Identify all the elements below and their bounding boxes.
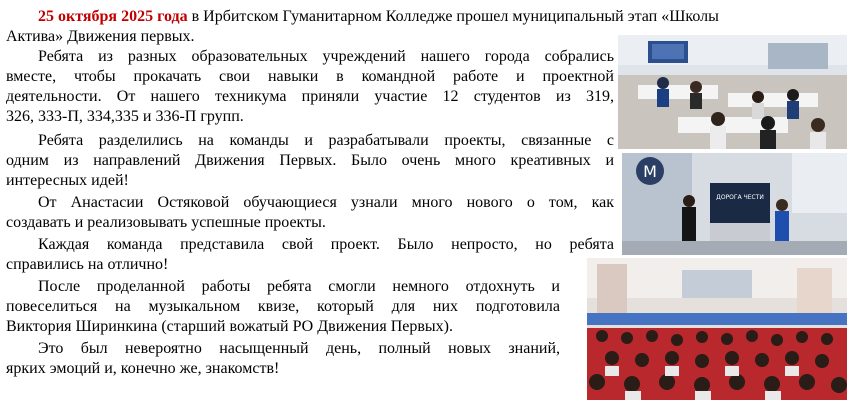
article-line-4: вместе, чтобы прокачать свои навыки в командной работе и проектной xyxy=(6,68,614,85)
article-line-3: Ребята из разных образовательных учреждений нашего города собрались xyxy=(38,48,614,65)
svg-text:M: M xyxy=(643,162,657,181)
article-line-13: справились на отлично! xyxy=(6,256,169,273)
article-line-10: От Анастасии Остяковой обучающиеся узнали много нового о том, как xyxy=(38,194,614,211)
article-line-12: Каждая команда представила свой проект. Было непросто, но ребята xyxy=(38,236,614,253)
article-line-11: создавать и реализовывать успешные проекты. xyxy=(6,214,326,231)
article-line-6: 326, 333-П, 334,335 и 336-П групп. xyxy=(6,108,244,125)
screen-caption: ДОРОГА ЧЕСТИ xyxy=(716,194,764,201)
article-line-14: После проделанной работы ребята смогли немного отдохнуть и xyxy=(38,278,560,295)
article-line-9: интересных идей! xyxy=(6,172,129,189)
article-line-1 xyxy=(38,7,719,27)
photo-classroom xyxy=(618,35,847,149)
article-line-2: Актива» Движения первых. xyxy=(6,28,195,45)
article-line-5: деятельности. От нашего техникума приняли участие 12 студентов из 319, xyxy=(6,88,614,105)
article-line-15: повеселиться на музыкальном квизе, который для них подготовила xyxy=(6,298,560,315)
article-line-8: одним из направлений Движения Первых. Было очень много креативных и xyxy=(6,152,614,169)
photo-audience xyxy=(587,258,847,400)
article-line-17: Это был невероятно насыщенный день, полный новых знаний, xyxy=(38,340,560,357)
event-date: 25 октября 2025 года xyxy=(38,8,188,25)
article-line-18: ярких эмоций и, конечно же, знакомств! xyxy=(6,360,280,377)
photo-presentation xyxy=(622,153,847,255)
article-line-16: Виктория Ширинкина (старший вожатый РО Движения Первых). xyxy=(6,318,453,335)
intro-text: в Ирбитском Гуманитарном Колледже прошел муниципальный этап «Школы xyxy=(187,8,719,25)
article-line-7: Ребята разделились на команды и разрабатывали проекты, связанные с xyxy=(38,132,614,149)
